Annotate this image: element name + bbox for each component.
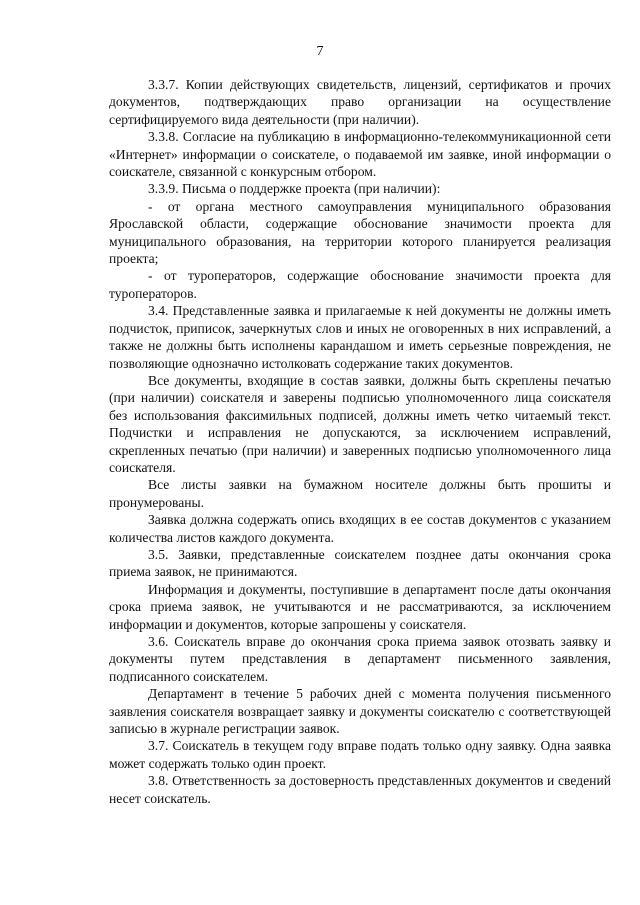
paragraph-3-3-8: 3.3.8. Согласие на публикацию в информационно-телекоммуникационной сети «Интернет» информации о соискателе, о подаваемой им заявке, иной информации о соискателе, связанной с конкурсным отбором. xyxy=(109,129,611,180)
paragraph-3-4: 3.4. Представленные заявка и прилагаемые к ней документы не должны иметь подчисток, приписок, зачеркнутых слов и иных не оговоренных в них исправлений, а также не должны быть исполнены карандашом и иметь серьезные повреждения, не позволяющие однозначно истолковать содержание таких документов. xyxy=(109,303,611,371)
list-item-municipal-letter: - от органа местного самоуправления муниципального образования Ярославской области, содержащие обоснование значимости проекта для муниципального образования, на территории которого планируется реализация проекта; xyxy=(109,198,611,267)
paragraph-3-7: 3.7. Соискатель в текущем году вправе подать только одну заявку. Одна заявка может содержать только один проект. xyxy=(109,738,611,771)
paragraph-inventory: Заявка должна содержать опись входящих в ее состав документов с указанием количества листов каждого документа. xyxy=(109,512,611,545)
page-number: 7 xyxy=(316,44,324,59)
paragraph-late-documents: Информация и документы, поступившие в департамент после даты окончания срока приема заявок, не учитываются и не рассматриваются, за исключением информации и документов, которые запрошены у соискателя. xyxy=(109,581,611,632)
paragraph-documents-sealed: Все документы, входящие в состав заявки, должны быть скреплены печатью (при наличии) соискателя и заверены подписью уполномоченного лица соискателя без использования факсимильных подписей, должны иметь четко читаемый текст. Подчистки и исправления не допускаются, за исключением исправлений, скрепленных печатью (при наличии) и заверенных подписью уполномоченного лица соискателя. xyxy=(109,372,611,475)
paragraph-department-return: Департамент в течение 5 рабочих дней с момента получения письменного заявления соискателя возвращает заявку и документы соискателю с соответствующей записью в журнале регистрации заявок. xyxy=(109,686,611,737)
list-item-touroperator-letter: - от туроператоров, содержащие обоснование значимости проекта для туроператоров. xyxy=(109,268,611,301)
paragraph-sheets-stitched: Все листы заявки на бумажном носителе должны быть прошиты и пронумерованы. xyxy=(109,477,611,510)
paragraph-3-6: 3.6. Соискатель вправе до окончания срока приема заявок отозвать заявку и документы путем представления в департамент письменного заявления, подписанного соискателем. xyxy=(109,634,611,684)
paragraph-3-8: 3.8. Ответственность за достоверность представленных документов и сведений несет соискатель. xyxy=(109,773,611,806)
document-body xyxy=(109,76,611,807)
paragraph-3-5: 3.5. Заявки, представленные соискателем позднее даты окончания срока приема заявок, не принимаются. xyxy=(109,546,611,580)
paragraph-3-3-9: 3.3.9. Письма о поддержке проекта (при наличии): xyxy=(148,181,441,197)
paragraph-3-3-7: 3.3.7. Копии действующих свидетельств, лицензий, сертификатов и прочих документов, подтверждающих право организации на осуществление сертифицируемого вида деятельности (при наличии). xyxy=(109,77,611,127)
